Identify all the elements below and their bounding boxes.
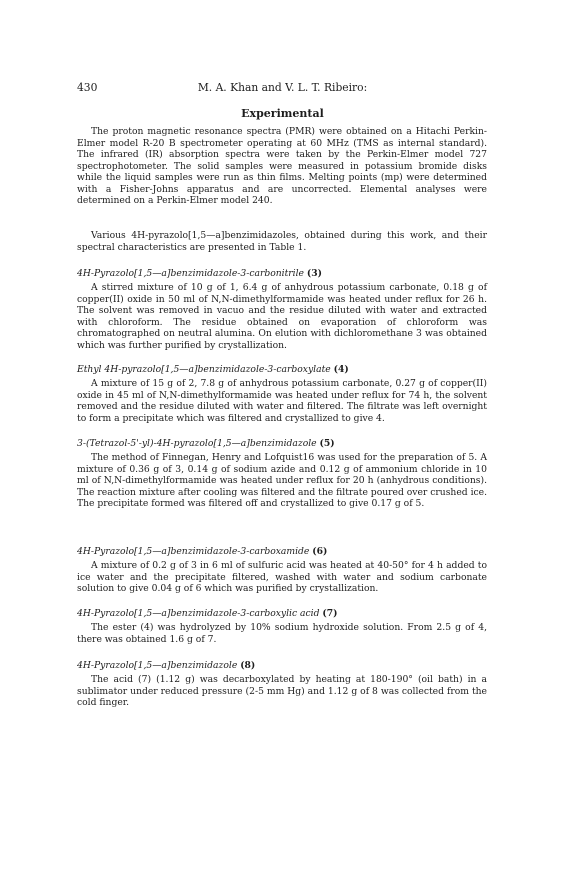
compound-heading-7-name: 4H-Pyrazolo[1,5—a]benzimidazole-3-carboxylic acid bbox=[77, 608, 320, 619]
compound-heading-4 bbox=[77, 364, 487, 376]
compound-heading-3-number: (3) bbox=[306, 268, 323, 279]
paragraph-compounds-intro: Various 4H-pyrazolo[1,5—a]benzimidazoles, obtained during this work, and their spectral characteristics are presented in Table 1. bbox=[77, 230, 487, 253]
compound-heading-5 bbox=[77, 438, 487, 450]
paragraph-instruments: The proton magnetic resonance spectra (PMR) were obtained on a Hitachi Perkin-Elmer model R-20 B spectrometer operating at 60 MHz (TMS as internal standard). The infrared (IR) absorption spectra were taken by the Perkin-Elmer model 727 spectrophotometer. The solid samples were measured in potassium bromide disks while the liquid samples were run as thin films. Melting points (mp) were determined with a Fisher-Johns apparatus and are uncorrected. Elemental analyses were determined on a Perkin-Elmer model 240. bbox=[77, 126, 487, 206]
page-number: 430 bbox=[77, 81, 98, 94]
compound-heading-5-number: (5) bbox=[319, 438, 335, 449]
compound-heading-5-name: 3-(Tetrazol-5'-yl)-4H-pyrazolo[1,5—a]benzimidazole bbox=[77, 438, 317, 449]
paragraph-compound-5: The method of Finnegan, Henry and Lofquist16 was used for the preparation of 5. A mixture of 0.36 g of 3, 0.14 g of sodium azide and 0.12 g of ammonium chloride in 10 ml of N,N-dimethylformamide was heated under reflux for 20 h (anhydrous conditions). The reaction mixture after cooling was filtered and the filtrate poured over crushed ice. The precipitate formed was filtered off and crystallized to give 0.17 g of 5. bbox=[77, 452, 488, 509]
compound-heading-8-name: 4H-Pyrazolo[1,5—a]benzimidazole bbox=[77, 660, 238, 671]
compound-heading-6 bbox=[77, 546, 487, 558]
compound-heading-6-number: (6) bbox=[312, 546, 328, 557]
compound-heading-4-name: Ethyl 4H-pyrazolo[1,5—a]benzimidazole-3-carboxylate bbox=[77, 364, 331, 375]
compound-heading-8-number: (8) bbox=[240, 660, 256, 671]
page-header bbox=[77, 81, 488, 97]
compound-heading-7-number: (7) bbox=[322, 608, 338, 619]
section-title: Experimental bbox=[241, 107, 324, 120]
paragraph-compound-3: A stirred mixture of 10 g of 1, 6.4 g of anhydrous potassium carbonate, 0.18 g of copper(II) oxide in 50 ml of N,N-dimethylformamide was heated under reflux for 26 h. The solvent was removed in vacuo and the residue diluted with water and extracted with chloroform. The residue obtained on evaporation of chloroform was chromatographed on neutral alumina. On elution with dichloromethane 3 was obtained which was further purified by crystallization. bbox=[77, 282, 487, 351]
compound-heading-8 bbox=[77, 660, 487, 672]
paragraph-compound-4: A mixture of 15 g of 2, 7.8 g of anhydrous potassium carbonate, 0.27 g of copper(II) oxide in 45 ml of N,N-dimethylformamide was heated under reflux for 74 h, the solvent removed and the residue diluted with water and filtered. The filtrate was left overnight to form a precipitate which was filtered and crystallized to give 4. bbox=[77, 378, 487, 424]
paragraph-compound-7: The ester (4) was hydrolyzed by 10% sodium hydroxide solution. From 2.5 g of 4, there was obtained 1.6 g of 7. bbox=[77, 622, 487, 645]
paragraph-compound-8: The acid (7) (1.12 g) was decarboxylated by heating at 180-190° (oil bath) in a sublimator under reduced pressure (2-5 mm Hg) and 1.12 g of 8 was collected from the cold finger. bbox=[77, 674, 487, 708]
compound-heading-3-name: 4H-Pyrazolo[1,5—a]benzimidazole-3-carbonitrile bbox=[77, 268, 304, 279]
compound-heading-4-number: (4) bbox=[333, 364, 349, 375]
paragraph-compound-6: A mixture of 0.2 g of 3 in 6 ml of sulfuric acid was heated at 40-50° for 4 h added to ice water and the precipitate filtered, washed with water and sodium carbonate solution to give 0.04 g of 6 which was purified by crystallization. bbox=[77, 560, 487, 594]
compound-heading-3 bbox=[77, 268, 487, 280]
compound-heading-6-name: 4H-Pyrazolo[1,5—a]benzimidazole-3-carboxamide bbox=[77, 546, 310, 557]
running-head: M. A. Khan and V. L. T. Ribeiro: bbox=[197, 81, 368, 94]
compound-heading-7 bbox=[77, 608, 487, 620]
